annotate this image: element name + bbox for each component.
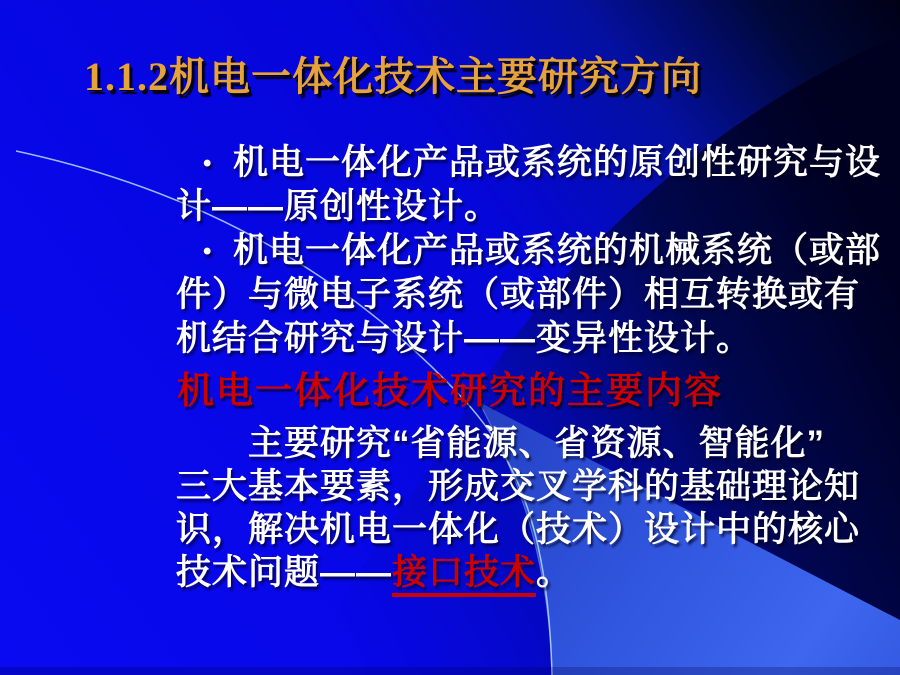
bullet-line-2-wrap-a: 件）与微电子系统（或部件）相互转换或有 xyxy=(176,275,861,314)
slide-title: 1.1.2机电一体化技术主要研究方向 xyxy=(84,54,702,99)
bullet-line-1-text: 机电一体化产品或系统的原创性研究与设 xyxy=(233,143,882,182)
paragraph-line-4 xyxy=(176,552,572,594)
bullet-icon: • xyxy=(203,150,213,177)
bottom-edge-strip xyxy=(0,667,900,675)
red-subheading: 机电一体化技术研究的主要内容 xyxy=(177,371,723,412)
bullet-line-2-wrap-b: 机结合研究与设计——变异性设计。 xyxy=(176,319,753,358)
bullet-icon: • xyxy=(203,238,213,265)
bullet-line-1-wrap: 计——原创性设计。 xyxy=(176,187,501,226)
sentence-end-period: 。 xyxy=(536,553,573,592)
bullet-line-2 xyxy=(203,230,881,273)
interface-technology-link[interactable]: 接口技术 xyxy=(392,553,536,597)
paragraph-line-3: 识，解决机电一体化（技术）设计中的核心 xyxy=(176,510,861,549)
paragraph-line-4-prefix: 技术问题—— xyxy=(176,553,393,592)
paragraph-line-1: 主要研究“省能源、省资源、智能化” xyxy=(248,424,826,463)
paragraph-line-2: 三大基本要素，形成交叉学科的基础理论知 xyxy=(176,467,861,506)
bullet-line-1 xyxy=(203,142,881,185)
bullet-line-2-text: 机电一体化产品或系统的机械系统（或部 xyxy=(233,231,882,270)
